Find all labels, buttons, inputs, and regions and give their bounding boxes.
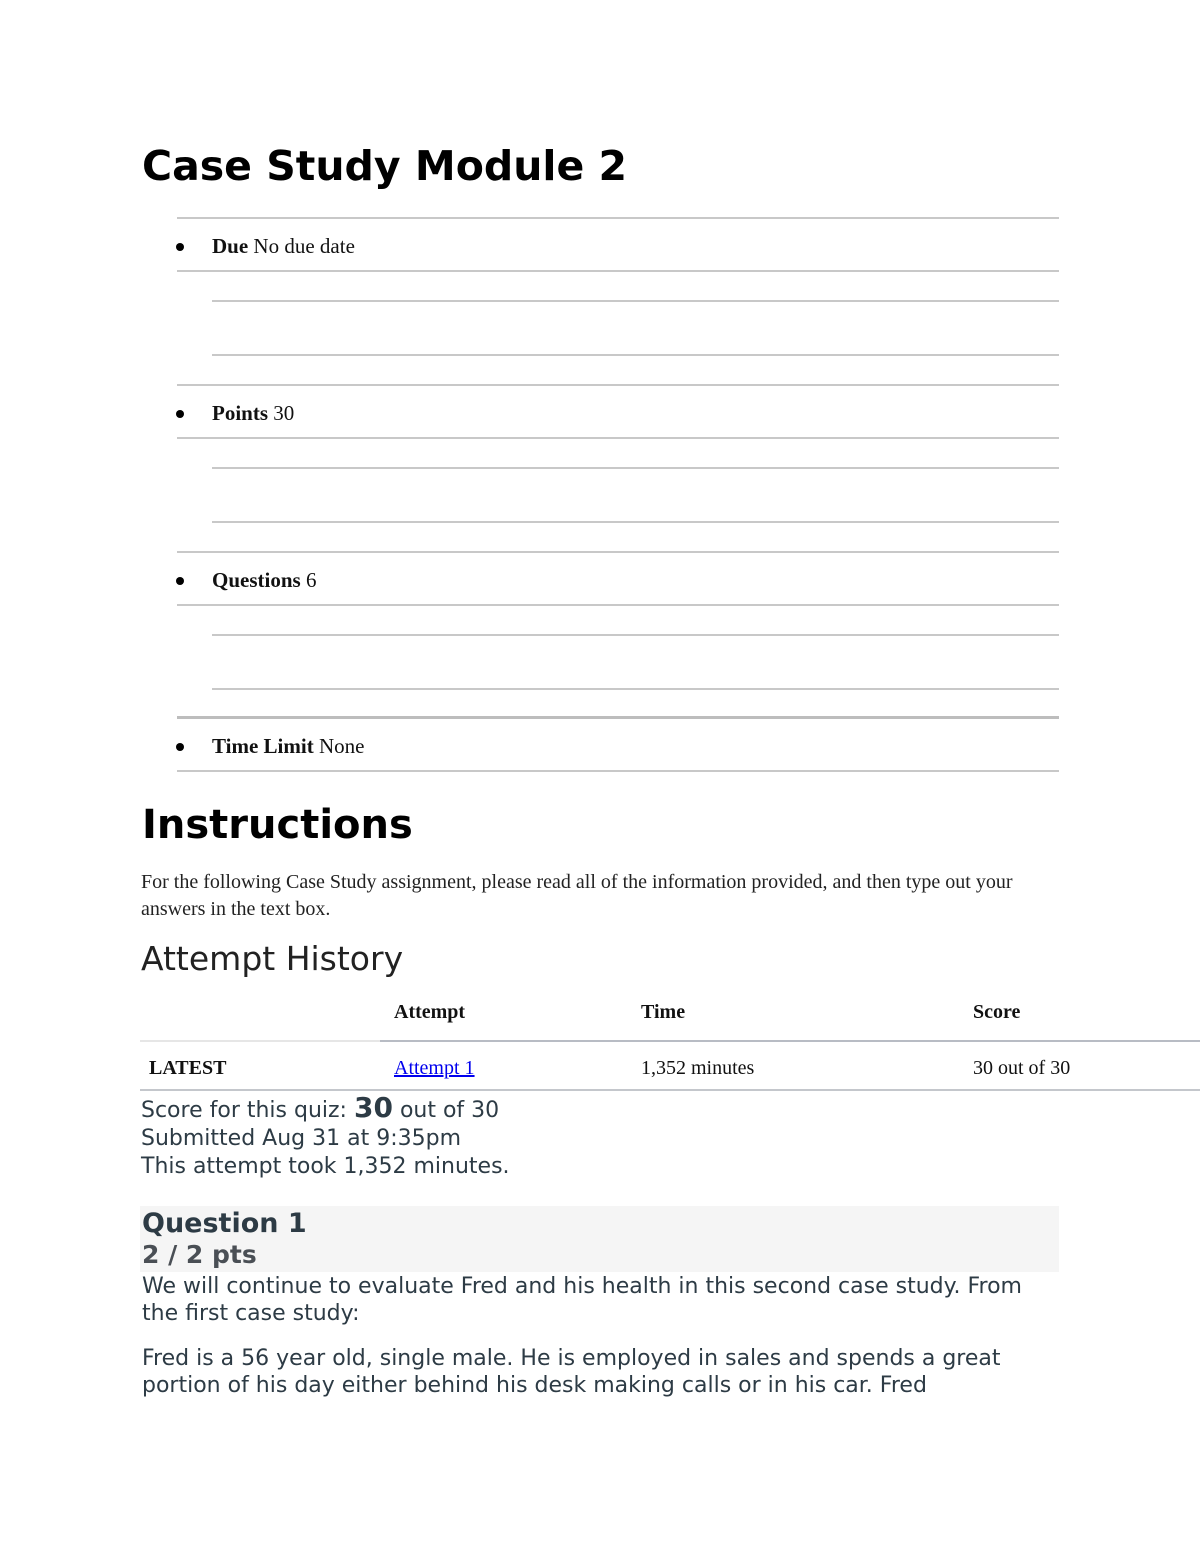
column-header-time: Time — [641, 1001, 686, 1023]
latest-badge: LATEST — [149, 1057, 227, 1079]
details-divider — [212, 467, 1059, 469]
score-summary — [141, 1091, 510, 1181]
detail-questions — [212, 565, 316, 595]
time-cell: 1,352 minutes — [641, 1057, 755, 1079]
question-title: Question 1 — [142, 1208, 307, 1239]
details-divider — [177, 716, 1059, 719]
table-header-divider — [380, 1040, 1200, 1042]
detail-time-limit — [212, 731, 364, 761]
details-divider — [177, 270, 1059, 272]
detail-points-label: Points — [212, 401, 269, 425]
details-divider — [212, 354, 1059, 356]
detail-questions-value: 6 — [305, 568, 317, 592]
attempt-history-heading: Attempt History — [141, 939, 404, 978]
details-divider — [212, 688, 1059, 690]
detail-due-value: No due date — [253, 234, 355, 258]
details-divider — [177, 604, 1059, 606]
bullet-icon — [176, 577, 184, 585]
details-divider — [212, 300, 1059, 302]
detail-due — [212, 231, 355, 261]
detail-points — [212, 398, 294, 428]
submitted-text: Submitted Aug 31 at 9:35pm — [141, 1126, 461, 1151]
detail-time-limit-value: None — [318, 734, 365, 758]
details-divider — [177, 437, 1059, 439]
detail-time-limit-label: Time Limit — [212, 734, 314, 758]
question-points: 2 / 2 pts — [142, 1240, 257, 1269]
bullet-icon — [176, 743, 184, 751]
details-divider — [177, 217, 1059, 219]
question-header — [140, 1206, 1059, 1272]
column-header-attempt: Attempt — [394, 1001, 466, 1023]
details-divider — [177, 384, 1059, 386]
detail-points-value: 30 — [273, 401, 295, 425]
question-paragraph: We will continue to evaluate Fred and his health in this second case study. From the first case study: — [142, 1274, 1022, 1326]
score-total: out of 30 — [399, 1098, 500, 1123]
attempt-cell — [394, 1054, 475, 1082]
score-value: 30 — [353, 1091, 393, 1124]
attempt-1-link[interactable]: Attempt 1 — [394, 1057, 475, 1079]
details-divider — [212, 521, 1059, 523]
details-divider — [177, 551, 1059, 553]
detail-questions-label: Questions — [212, 568, 301, 592]
instructions-text: For the following Case Study assignment, please read all of the information provided, and then type out your answers in the text box. — [141, 871, 1013, 920]
bullet-icon — [176, 243, 184, 251]
score-label: Score for this quiz: — [141, 1098, 347, 1123]
column-header-score: Score — [973, 1001, 1021, 1023]
score-cell: 30 out of 30 — [973, 1057, 1071, 1079]
details-divider — [177, 770, 1059, 772]
score-line — [141, 1091, 510, 1125]
instructions-heading: Instructions — [142, 802, 413, 848]
duration-text: This attempt took 1,352 minutes. — [141, 1154, 510, 1179]
details-divider — [212, 634, 1059, 636]
page-title: Case Study Module 2 — [142, 142, 628, 190]
bullet-icon — [176, 410, 184, 418]
table-row-divider — [140, 1089, 1200, 1091]
question-paragraph: Fred is a 56 year old, single male. He is employed in sales and spends a great portion of his day either behind his desk making calls or in his car. Fred — [142, 1346, 1001, 1398]
detail-due-label: Due — [212, 234, 249, 258]
